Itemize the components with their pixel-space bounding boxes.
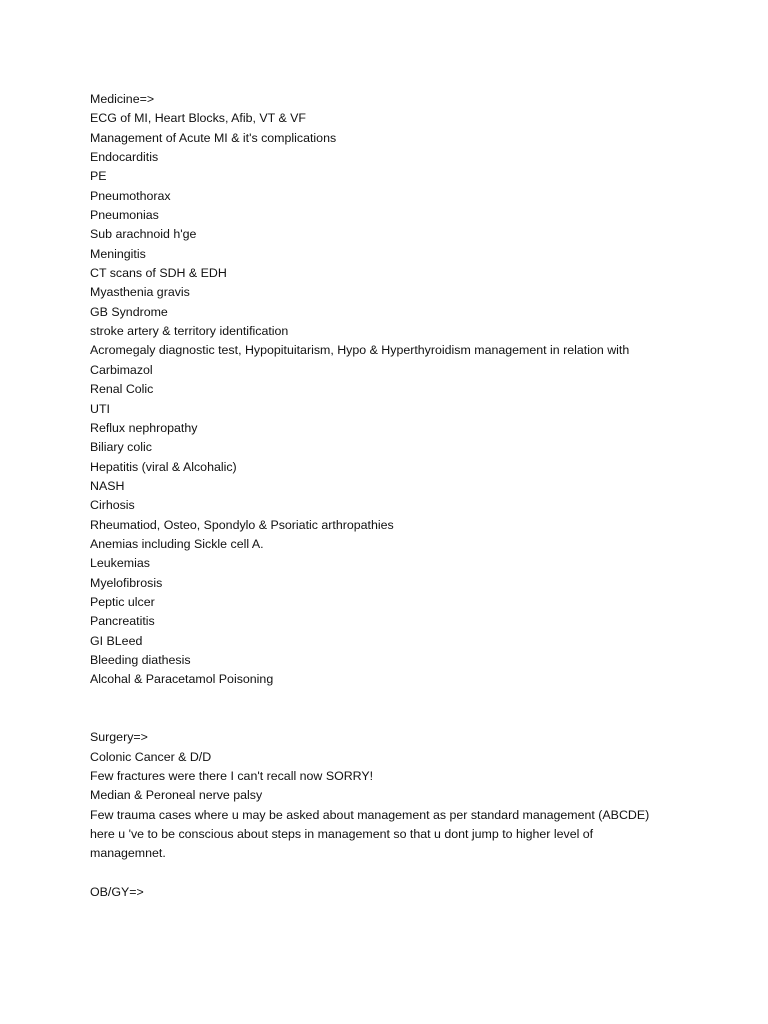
medicine-item: Renal Colic: [90, 382, 154, 397]
medicine-item: Pneumonias: [90, 208, 159, 223]
medicine-heading: Medicine=>: [90, 92, 155, 106]
document-content: [90, 90, 680, 902]
medicine-item: stroke artery & territory identification: [90, 324, 289, 339]
medicine-item: Bleeding diathesis: [90, 652, 191, 667]
surgery-item: managemnet.: [90, 846, 166, 861]
surgery-list: [90, 748, 680, 864]
medicine-item: CT scans of SDH & EDH: [90, 266, 227, 281]
medicine-list: [90, 109, 680, 689]
medicine-item: Alcohal & Paracetamol Poisoning: [90, 672, 274, 687]
medicine-item: Anemias including Sickle cell A.: [90, 536, 264, 551]
medicine-item: Sub arachnoid h'ge: [90, 227, 197, 242]
medicine-item: Endocarditis: [90, 150, 159, 165]
surgery-heading: Surgery=>: [90, 730, 148, 745]
medicine-item: Acromegaly diagnostic test, Hypopituitarism, Hypo & Hyperthyroidism management in relation with: [90, 343, 630, 358]
obgy-heading: OB/GY=>: [90, 885, 144, 900]
medicine-item: GI BLeed: [90, 633, 143, 648]
medicine-item: Pneumothorax: [90, 188, 171, 203]
medicine-item: Myelofibrosis: [90, 575, 163, 590]
medicine-item: ECG of MI, Heart Blocks, Afib, VT & VF: [90, 111, 306, 126]
medicine-item: Biliary colic: [90, 440, 152, 455]
medicine-item: Myasthenia gravis: [90, 285, 190, 300]
surgery-item: here u 've to be conscious about steps in management so that u dont jump to higher level of: [90, 827, 594, 842]
surgery-item: Few fractures were there I can't recall now SORRY!: [90, 769, 374, 784]
medicine-item: UTI: [90, 401, 110, 416]
blank-line: [90, 709, 680, 728]
medicine-item: Meningitis: [90, 246, 146, 261]
medicine-item: Hepatitis (viral & Alcohalic): [90, 459, 237, 474]
surgery-item: Colonic Cancer & D/D: [90, 749, 212, 764]
medicine-item: Management of Acute MI & it's complications: [90, 130, 337, 145]
medicine-item: Rheumatiod, Osteo, Spondylo & Psoriatic arthropathies: [90, 517, 394, 532]
surgery-item: Few trauma cases where u may be asked about management as per standard management (ABCDE): [90, 807, 650, 822]
blank-line: [90, 690, 680, 709]
medicine-item: Leukemias: [90, 556, 150, 571]
medicine-item: Cirhosis: [90, 498, 135, 513]
medicine-item: Reflux nephropathy: [90, 420, 198, 435]
medicine-item: Carbimazol: [90, 362, 153, 377]
medicine-item: GB Syndrome: [90, 304, 168, 319]
medicine-item: NASH: [90, 478, 125, 493]
blank-line: [90, 864, 680, 883]
medicine-item: PE: [90, 169, 107, 184]
medicine-item: Peptic ulcer: [90, 594, 155, 609]
surgery-item: Median & Peroneal nerve palsy: [90, 788, 263, 803]
medicine-item: Pancreatitis: [90, 614, 155, 629]
